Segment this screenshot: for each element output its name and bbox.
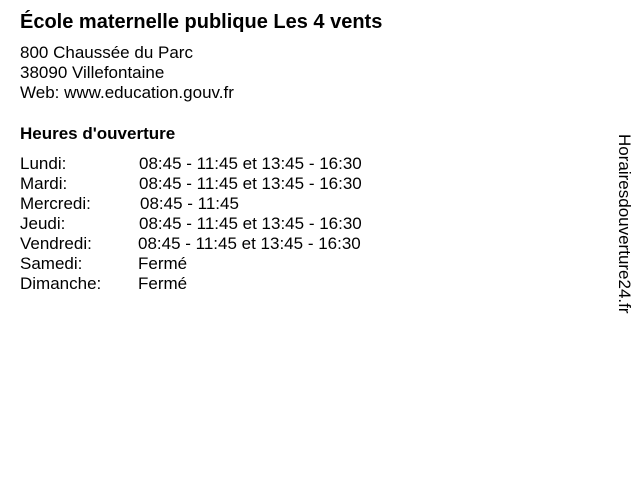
hours-time-value: Fermé [138,254,188,273]
hours-row-samedi [20,254,362,274]
hours-time-value: Fermé [138,274,188,293]
hours-day-label: Jeudi: [20,214,66,233]
page-title: École maternelle publique Les 4 vents [20,11,383,33]
hours-time-value: 08:45 - 11:45 et 13:45 - 16:30 [138,234,361,253]
hours-row-lundi [20,154,362,174]
hours-day-label: Mardi: [20,174,68,193]
address-city: 38090 Villefontaine [20,63,165,82]
address-block [20,43,234,103]
hours-day-label: Mercredi: [20,194,91,213]
hours-row-vendredi [20,234,362,254]
site-watermark: Horairesdouverture24.fr [615,134,634,314]
hours-row-dimanche [20,274,362,294]
address-street: 800 Chaussée du Parc [20,43,193,62]
hours-time-value: 08:45 - 11:45 et 13:45 - 16:30 [139,174,362,193]
hours-day-label: Lundi: [20,154,67,173]
hours-time-value: 08:45 - 11:45 [140,194,239,213]
hours-heading: Heures d'ouverture [20,124,176,143]
hours-day-label: Dimanche: [20,274,102,293]
address-web: Web: www.education.gouv.fr [20,83,234,102]
hours-table [20,154,362,294]
hours-row-jeudi [20,214,362,234]
hours-row-mercredi [20,194,362,214]
hours-row-mardi [20,174,362,194]
hours-time-value: 08:45 - 11:45 et 13:45 - 16:30 [139,154,362,173]
hours-day-label: Vendredi: [20,234,92,253]
hours-time-value: 08:45 - 11:45 et 13:45 - 16:30 [139,214,362,233]
hours-day-label: Samedi: [20,254,83,273]
